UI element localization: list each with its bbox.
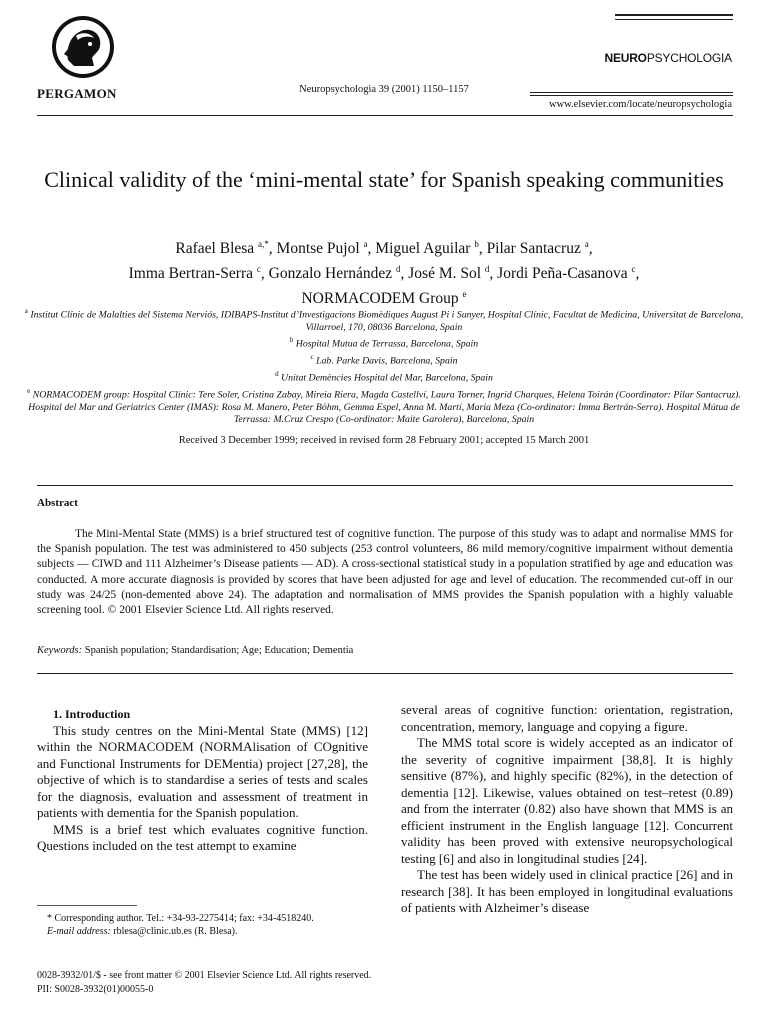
footnote-rule [37, 905, 137, 906]
affiliation-item [20, 305, 748, 334]
affiliation-text: Hospital Mutua de Terrassa, Barcelona, Spain [295, 338, 479, 350]
abstract-rule-bottom [37, 673, 733, 674]
affiliation-text: Institut Clínic de Malalties del Sistema Nerviós, IDIBAPS-Institut d’Investigacions Biomèdiques August Pi i Sunyer, Hospital Clínic, Facultat de Medicina, Universitat de Barcelona, Villarroel, 170, 08036 Barcelona, Spain [30, 309, 744, 333]
author-name: Rafael Blesa [175, 240, 255, 258]
publisher-logo-icon [50, 14, 116, 80]
section-heading: 1. Introduction [53, 707, 131, 721]
author-mark: b [474, 239, 479, 249]
affiliation-text: NORMACODEM group: Hospital Clínic: Tere Soler, Cristina Zabay, Mireia Riera, Magda Castellví, Laura Torner, Ingrid Charques, Helena Toirán (Coordinator: Pilar Santacruz). Hospital del Mar and Geriatrics Center (IMAS): Rosa M. Manero, Peter Böhm, Gemma Espel, Anna M. Martí, Maria Meza (Co-ordinator: Imma Bertrán-Serra). Hospital Mútua de Terrassa: M.Cruz Crespo (Co-ordinator: Maite Garolera), Barcelona, Spain [28, 389, 741, 426]
abstract-text: The Mini-Mental State (MMS) is a brief structured test of cognitive function. The purpose of this study was to adapt and normalise MMS for the Spanish population. The test was administered to 450 subjects (253 control volunteers, 86 mild memory/cognitive impairment without dementia subjects — CIWD and 111 Alzheimer’s Disease patients — AD). A cross-sectional statistical study in a population stratified by age and education was conducted. A more accurate diagnosis is provided by scores that have been adjusted for age and level of education. The recommended cut-off in our study was 24/25 (non-demented above 24). The adaptation and normalisation of MMS provides the Spanish population with a highly valuable screening tool. © 2001 Elsevier Science Ltd. All rights reserved. [37, 528, 733, 617]
keywords [37, 645, 353, 656]
header-rule-mid [530, 92, 733, 93]
affiliation-item [20, 385, 748, 427]
abstract-heading: Abstract [37, 497, 78, 509]
affiliation-mark: c [310, 353, 314, 362]
body-column-left [37, 706, 368, 855]
body-paragraph: The MMS total score is widely accepted as an indicator of the severity of cognitive impairment [38,8]. It is highly sensitive (87%), and highly specific (82%), in the detection of dementia [12]. Likewise, values obtained on test–retest (0.89) and from the interrater (0.82) also have shown that MMS is an efficient instrument in the English language [12]. Concurrent validity has been proved with extensive neuropsychological testing [6] and also in longitudinal studies [24]. [401, 735, 733, 866]
keywords-label: Keywords: [37, 645, 83, 656]
affiliation-mark: d [275, 370, 279, 379]
author-mark: c [256, 264, 261, 275]
affiliation-mark: b [289, 336, 294, 345]
brand-rest: PSYCHOLOGIA [646, 51, 732, 65]
author-name: Miguel Aguilar [375, 240, 471, 258]
author-mark: a [363, 239, 368, 249]
affiliation-item [20, 368, 748, 385]
journal-url[interactable]: www.elsevier.com/locate/neuropsychologia [548, 99, 732, 110]
affiliation-text: Lab. Parke Davis, Barcelona, Spain [316, 355, 458, 367]
keywords-list: Spanish population; Standardisation; Age; Education; Dementia [84, 645, 354, 656]
author-mark: a,* [258, 239, 269, 249]
author-mark: e [462, 289, 467, 300]
issn-line: 0028-3932/01/$ - see front matter © 2001 Elsevier Science Ltd. All rights reserved. [37, 970, 372, 981]
author-mark: d [484, 264, 490, 275]
affiliation-mark: a [24, 307, 28, 315]
header-rule-top-2 [615, 19, 733, 20]
author-name: Imma Bertran-Serra [128, 265, 253, 283]
abstract-rule-top [37, 485, 733, 486]
body-paragraph: This study centres on the Mini-Mental State (MMS) [12] within the NORMACODEM (NORMAlisation of COgnitive and Functional Instruments for DEMentia) project [27,28], the objective of which is to standardise a series of tests and scales for the diagnosis, evaluation and assessment of treatment in patients with dementia for the Spanish population. [37, 722, 368, 820]
body-paragraph: MMS is a brief test which evaluates cognitive function. Questions included on the test attempt to examine [37, 821, 368, 853]
header-rule-top-1 [615, 14, 733, 16]
journal-brand [604, 51, 732, 65]
pii-line: PII: S0028-3932(01)00055-0 [37, 984, 154, 995]
affiliation-mark: e [27, 387, 31, 396]
publisher-name: PERGAMON [37, 86, 117, 101]
brand-bold: NEURO [604, 51, 647, 65]
author-list: Rafael Blesa $^{a,*}$, Montse Pujol $^a$, Miguel Aguilar $^b$, Pilar Santacruz $^a$, Imma Bertran-Serra $^c$, Gonzalo Hernández $^d$, José M. Sol $^d$, Jordi Peña-Casanova $^c$, NORMACODEM Group $^e$ [128, 239, 640, 308]
article-title: Clinical validity of the ‘mini-mental state’ for Spanish speaking communities [44, 167, 724, 192]
email-label: E-mail address: [47, 926, 111, 937]
page-footer [37, 969, 371, 997]
body-paragraph: The test has been widely used in clinical practice [26] and in research [38]. It has been employed in longitudinal evaluations of patients with Alzheimer’s disease [401, 867, 733, 915]
email-address[interactable]: rblesa@clinic.ub.es (R. Blesa). [113, 926, 238, 937]
author-mark: c [631, 264, 636, 275]
author-name: NORMACODEM Group [301, 290, 459, 308]
affiliation-item [20, 334, 748, 351]
header-rule-mid-2 [530, 95, 733, 96]
body-paragraph: several areas of cognitive function: orientation, registration, concentration, memory, language and copying a figure. [401, 702, 733, 734]
author-name: José M. Sol [408, 265, 482, 283]
author-name: Pilar Santacruz [486, 240, 581, 258]
affiliations [20, 305, 748, 427]
body-column-right [401, 702, 733, 917]
footnote [37, 912, 368, 938]
corresponding-author: * Corresponding author. Tel.: +34-93-2275414; fax: +34-4518240. [47, 913, 314, 924]
author-name: Jordi Peña-Casanova [497, 265, 628, 283]
author-mark: a [584, 239, 589, 249]
affiliation-text: Unitat Demències Hospital del Mar, Barcelona, Spain [281, 372, 493, 384]
affiliation-item [20, 351, 748, 368]
email-line [37, 925, 368, 938]
header-rule-bottom [37, 115, 733, 116]
author-name: Gonzalo Hernández [268, 265, 393, 283]
author-mark: d [396, 264, 401, 275]
received-dates: Received 3 December 1999; received in revised form 28 February 2001; accepted 15 March 2001 [178, 435, 590, 446]
author-name: Montse Pujol [276, 240, 360, 258]
journal-citation: Neuropsychologia 39 (2001) 1150–1157 [299, 84, 469, 95]
